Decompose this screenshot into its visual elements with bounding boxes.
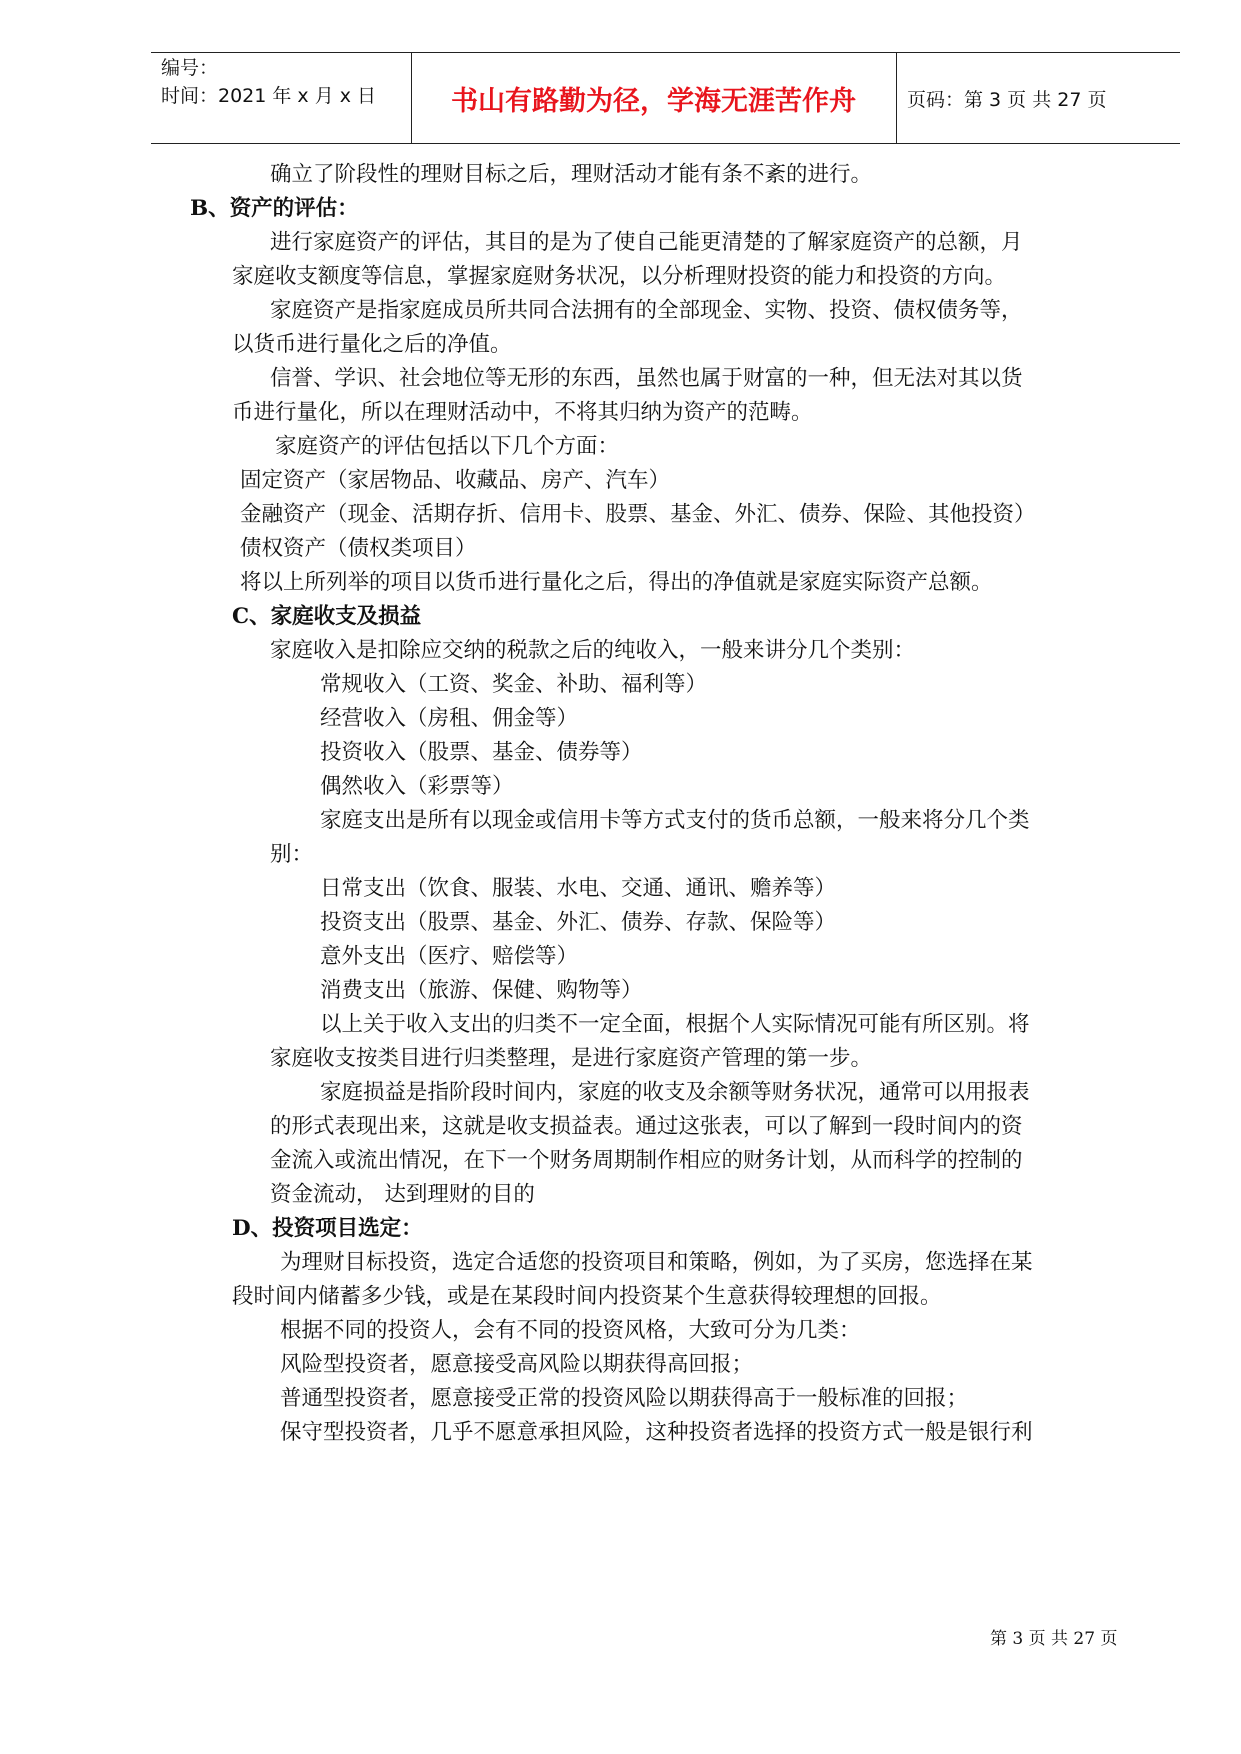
paragraph-line: 金流入或流出情况，在下一个财务周期制作相应的财务计划，从而科学的控制的: [270, 1148, 1023, 1173]
paragraph-line: 进行家庭资产的评估，其目的是为了使自己能更清楚的了解家庭资产的总额，月: [270, 230, 1023, 255]
list-item: 金融资产（现金、活期存折、信用卡、股票、基金、外汇、债券、保险、其他投资）: [240, 502, 1036, 527]
paragraph-line: 家庭收入是扣除应交纳的税款之后的纯收入，一般来讲分几个类别：: [270, 638, 916, 663]
list-item: 常规收入（工资、奖金、补助、福利等）: [320, 672, 708, 697]
list-item: 固定资产（家居物品、收藏品、房产、汽车）: [240, 468, 671, 493]
header-page-code: 页码：第 3 页 共 27 页: [907, 88, 1107, 111]
paragraph-line: 为理财目标投资，选定合适您的投资项目和策略，例如，为了买房，您选择在某: [280, 1250, 1033, 1275]
paragraph-line: 以货币进行量化之后的净值。: [232, 332, 512, 357]
list-item: 消费支出（旅游、保健、购物等）: [320, 978, 643, 1003]
header-divider-right: [896, 52, 897, 144]
paragraph-line: 家庭收支额度等信息，掌握家庭财务状况，以分析理财投资的能力和投资的方向。: [232, 264, 1007, 289]
page-header: [151, 52, 1180, 144]
page-footer: 第 3 页 共 27 页: [990, 1629, 1118, 1649]
section-heading-d: D、投资项目选定：: [232, 1216, 423, 1241]
paragraph-line: 家庭收支按类目进行归类整理，是进行家庭资产管理的第一步。: [270, 1046, 873, 1071]
section-heading-c: C、家庭收支及损益: [232, 604, 422, 629]
list-item: 日常支出（饮食、服装、水电、交通、通讯、赡养等）: [320, 876, 837, 901]
paragraph-line: 将以上所列举的项目以货币进行量化之后，得出的净值就是家庭实际资产总额。: [240, 570, 993, 595]
document-date: 时间：2021 年 x 月 x 日: [161, 85, 377, 107]
paragraph-line: 的形式表现出来，这就是收支损益表。通过这张表，可以了解到一段时间内的资: [270, 1114, 1023, 1139]
section-heading-b: B、资产的评估：: [190, 196, 359, 221]
list-item: 偶然收入（彩票等）: [320, 774, 514, 799]
paragraph-line: 确立了阶段性的理财目标之后，理财活动才能有条不紊的进行。: [270, 162, 873, 187]
paragraph-line: 段时间内储蓄多少钱，或是在某段时间内投资某个生意获得较理想的回报。: [232, 1284, 942, 1309]
paragraph-line: 家庭损益是指阶段时间内，家庭的收支及余额等财务状况，通常可以用报表: [320, 1080, 1030, 1105]
paragraph-line: 别：: [270, 842, 314, 867]
list-item: 保守型投资者，几乎不愿意承担风险，这种投资者选择的投资方式一般是银行利: [280, 1420, 1033, 1445]
paragraph-line: 家庭资产的评估包括以下几个方面：: [275, 434, 620, 459]
list-item: 普通型投资者，愿意接受正常的投资风险以期获得高于一般标准的回报；: [280, 1386, 969, 1411]
header-info-cell: [161, 54, 411, 110]
paragraph-line: 信誉、学识、社会地位等无形的东西，虽然也属于财富的一种，但无法对其以货: [270, 366, 1023, 391]
list-item: 债权资产（债权类项目）: [240, 536, 477, 561]
header-motto: 书山有路勤为径，学海无涯苦作舟: [451, 85, 856, 117]
document-number-label: 编号：: [161, 57, 219, 79]
list-item: 风险型投资者，愿意接受高风险以期获得高回报；: [280, 1352, 754, 1377]
paragraph-line: 家庭资产是指家庭成员所共同合法拥有的全部现金、实物、投资、债权债务等，: [270, 298, 1023, 323]
list-item: 意外支出（医疗、赔偿等）: [320, 944, 579, 969]
paragraph-line: 资金流动， 达到理财的目的: [270, 1182, 535, 1207]
paragraph-line: 家庭支出是所有以现金或信用卡等方式支付的货币总额，一般来将分几个类: [320, 808, 1030, 833]
list-item: 经营收入（房租、佣金等）: [320, 706, 579, 731]
paragraph-line: 币进行量化，所以在理财活动中，不将其归纳为资产的范畴。: [232, 400, 813, 425]
paragraph-line: 根据不同的投资人，会有不同的投资风格，大致可分为几类：: [280, 1318, 861, 1343]
paragraph-line: 以上关于收入支出的归类不一定全面，根据个人实际情况可能有所区别。将: [320, 1012, 1030, 1037]
list-item: 投资收入（股票、基金、债券等）: [320, 740, 643, 765]
list-item: 投资支出（股票、基金、外汇、债券、存款、保险等）: [320, 910, 837, 935]
